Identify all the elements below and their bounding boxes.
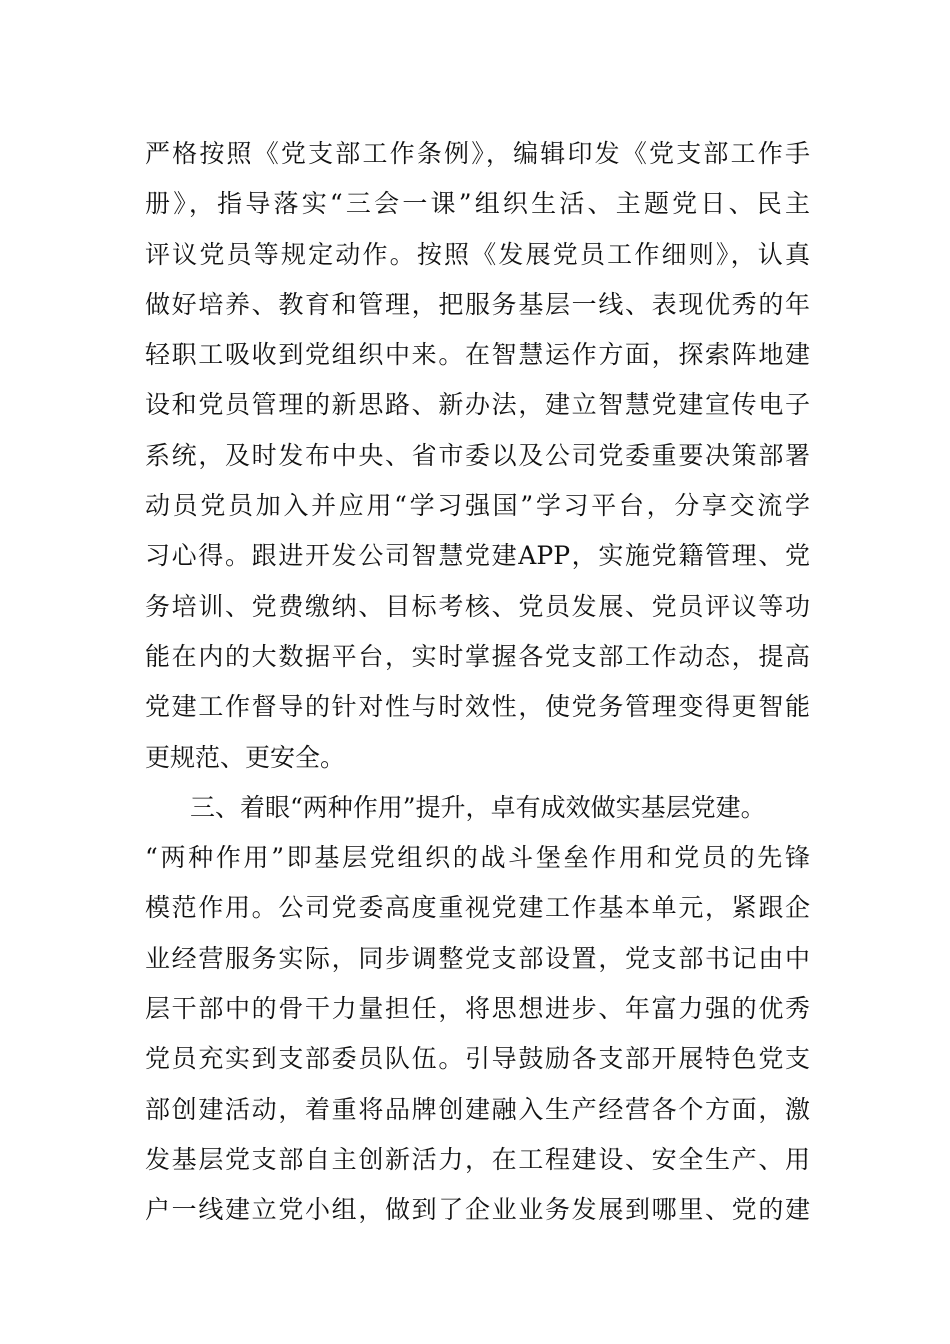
text-line: 务培训、党费缴纳、目标考核、党员发展、党员评议等功 — [145, 591, 810, 621]
text-line: 发基层党支部自主创新活力，在工程建设、安全生产、用 — [145, 1144, 810, 1174]
text-line: 能在内的大数据平台，实时掌握各党支部工作动态，提高 — [145, 641, 810, 671]
text-line: 轻职工吸收到党组织中来。在智慧运作方面，探索阵地建 — [145, 340, 810, 370]
text-line: 业经营服务实际，同步调整党支部设置，党支部书记由中 — [145, 943, 810, 973]
text-line: 严格按照《党支部工作条例》，编辑印发《党支部工作手 — [145, 139, 810, 168]
text-line: 部创建活动，着重将品牌创建融入生产经营各个方面，激 — [145, 1094, 810, 1124]
text-line: 习心得。跟进开发公司智慧党建APP，实施党籍管理、党 — [145, 541, 810, 571]
text-line: 做好培养、教育和管理，把服务基层一线、表现优秀的年 — [145, 289, 810, 319]
text-line: 党员充实到支部委员队伍。引导鼓励各支部开展特色党支 — [145, 1044, 810, 1074]
text-line: 评议党员等规定动作。按照《发展党员工作细则》，认真 — [145, 239, 810, 269]
body-text — [145, 129, 810, 1236]
text-line: 设和党员管理的新思路、新办法，建立智慧党建宣传电子 — [145, 390, 810, 420]
text-line: 党建工作督导的针对性与时效性，使党务管理变得更智能 — [145, 692, 810, 722]
paragraph-end-line: 更规范、更安全。 — [145, 742, 346, 772]
text-line: 模范作用。公司党委高度重视党建工作基本单元，紧跟企 — [145, 893, 810, 923]
section-heading-line: 三、着眼“两种作用”提升，卓有成效做实基层党建。 — [190, 792, 766, 822]
text-line: 系统，及时发布中央、省市委以及公司党委重要决策部署 — [145, 440, 810, 470]
text-line: “两种作用”即基层党组织的战斗堡垒作用和党员的先锋 — [145, 843, 810, 873]
text-line: 层干部中的骨干力量担任，将思想进步、年富力强的优秀 — [145, 994, 810, 1024]
text-line: 册》，指导落实“三会一课”组织生活、主题党日、民主 — [145, 189, 810, 219]
text-line: 户一线建立党小组，做到了企业业务发展到哪里、党的建 — [145, 1195, 810, 1225]
text-line: 动员党员加入并应用“学习强国”学习平台，分享交流学 — [145, 491, 810, 521]
